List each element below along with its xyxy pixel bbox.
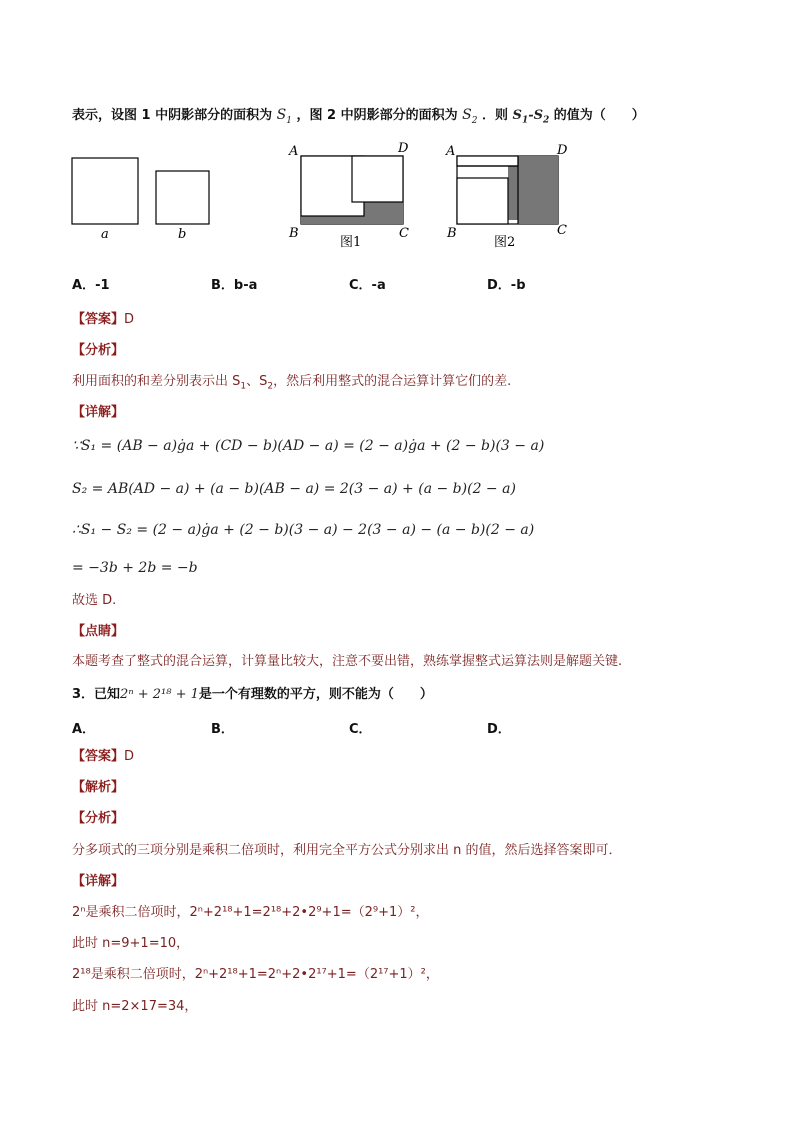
square-b (156, 171, 209, 224)
conclusion: 故选 D. (72, 593, 117, 608)
s2-subscript: 2 (471, 115, 478, 126)
q3-answer-line: 【答案】D (72, 749, 135, 764)
answer-tag: 【答案】 (72, 312, 125, 327)
square-b-in-fig1 (352, 156, 403, 202)
equation-4: = −3b + 2b = −b (72, 560, 198, 576)
remark-tag: 【点睛】 (72, 624, 125, 639)
stem-text-mid: ，图 2 中阴影部分的面积为 (296, 108, 458, 123)
q3-number: 3．已知 (72, 687, 121, 702)
option-c[interactable]: C．-a (349, 278, 386, 293)
label-B2: B (447, 226, 457, 241)
shade-corner-1 (364, 202, 403, 224)
question-stem (72, 106, 645, 130)
caption-fig1: 图1 (340, 235, 362, 250)
q3-analysis-tag: 【分析】 (72, 811, 125, 826)
figure-area (60, 138, 600, 250)
q3-detail-line-3: 2¹⁸是乘积二倍项时，2ⁿ+2¹⁸+1=2ⁿ+2•2¹⁷+1=（2¹⁷+1）²， (72, 967, 439, 982)
equation-3: ∴S₁ − S₂ = (2 − a)ġa + (2 − b)(3 − a) − 2(3 − a) − (a − b)(2 − a) (72, 522, 535, 538)
q3-detail-tag: 【详解】 (72, 874, 125, 889)
label-C1: C (399, 226, 409, 241)
figure-1 (288, 141, 409, 250)
q3-option-d[interactable]: D． (487, 722, 511, 737)
s2-symbol: S (462, 107, 472, 123)
q3-detail-line-1: 2ⁿ是乘积二倍项时，2ⁿ+2¹⁸+1=2¹⁸+2•2⁹+1=（2⁹+1）²， (72, 905, 429, 920)
equation-1: ∵S₁ = (AB − a)ġa + (CD − b)(AD − a) = (2 − a)ġa + (2 − b)(3 − a) (72, 438, 545, 454)
stem-text: 表示，设图 1 中阴影部分的面积为 (72, 108, 273, 123)
s1-symbol: S (276, 107, 287, 123)
analysis-tag: 【分析】 (72, 343, 125, 358)
answer-line (72, 311, 134, 329)
q3-detail-line-4: 此时 n=2×17=34， (72, 999, 198, 1014)
square-b-in-fig2 (457, 178, 508, 224)
stem-text-end: 的值为（ ） (553, 108, 645, 123)
label-A1: A (289, 144, 299, 159)
figure-2 (445, 143, 568, 250)
option-b[interactable]: B．b-a (211, 278, 258, 293)
shade-right-2 (518, 156, 558, 224)
stem-text-mid2: ．则 (482, 108, 509, 123)
q3-option-c[interactable]: C． (349, 722, 372, 737)
square-a (72, 158, 138, 224)
q3-stem-end: 是一个有理数的平方，则不能为（ ） (198, 687, 433, 702)
shade-strip-2 (508, 166, 518, 220)
equation-2: S₂ = AB(AD − a) + (a − b)(AB − a) = 2(3 − a) + (a − b)(2 − a) (72, 481, 516, 497)
label-a: a (101, 227, 109, 242)
q3-detail-line-2: 此时 n=9+1=10， (72, 936, 190, 951)
diff-dash: -S (528, 108, 543, 123)
detail-tag: 【详解】 (72, 405, 125, 420)
label-B1: B (289, 226, 299, 241)
label-A2: A (446, 144, 456, 159)
top-strip-2 (457, 156, 518, 166)
option-d[interactable]: D．-b (487, 278, 526, 293)
label-D2: D (557, 143, 568, 158)
diff-s: S (512, 108, 522, 123)
q3-analysis-text: 分多项式的三项分别是乘积二倍项时，利用完全平方公式分别求出 n 的值，然后选择答案即可． (72, 843, 622, 858)
label-b: b (178, 227, 187, 242)
remark-text: 本题考查了整式的混合运算，计算量比较大，注意不要出错，熟练掌握整式运算法则是解题关键. (72, 654, 623, 669)
label-D1: D (398, 141, 409, 156)
q3-expression: 2ⁿ + 2¹⁸ + 1 (120, 687, 199, 702)
q3-solution-tag: 【解析】 (72, 780, 125, 795)
analysis-text: 利用面积的和差分别表示出 $S_1$、$S_2$，然后利用整式的混合运算计算它们的差. (72, 374, 512, 392)
q3-option-a[interactable]: A． (72, 722, 96, 737)
question3-stem (72, 686, 433, 704)
s1-subscript: 1 (286, 115, 292, 126)
caption-fig2: 图2 (494, 235, 516, 250)
answer-value: D (124, 312, 135, 327)
option-a[interactable]: A．-1 (72, 278, 110, 293)
diff-sub1: 1 (521, 115, 529, 126)
diff-sub2: 2 (543, 115, 550, 126)
label-C2: C (557, 223, 567, 238)
q3-option-b[interactable]: B． (211, 722, 234, 737)
